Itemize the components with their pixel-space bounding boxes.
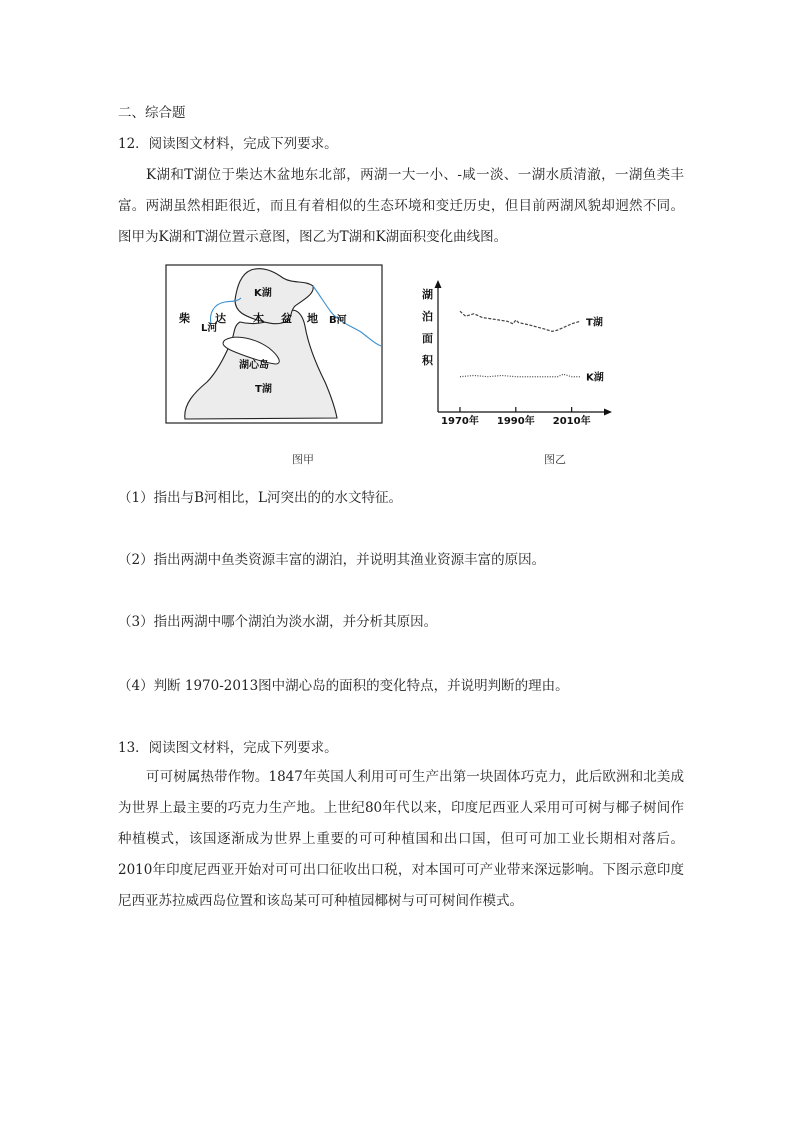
basin-char-5: 地 [307,312,318,325]
series-line-K湖 [460,374,580,377]
t-lake-label: T湖 [255,384,272,395]
x-tick-label: 2010年 [552,416,591,427]
series-label-T湖: T湖 [586,317,603,329]
q12-question-1: （1）指出与B河相比，L河突出的的水文特征。 [118,490,402,506]
b-river-label: B河 [329,315,347,326]
basin-char-4: 盆 [281,312,292,325]
area-line-chart [418,276,614,428]
section-title: 二、综合题 [118,105,186,121]
map-caption: 图甲 [292,453,314,466]
y-label-char-4: 积 [422,354,433,367]
x-axis-arrow [604,409,612,416]
basin-char-1: 柴 [179,312,190,325]
basin-char-2: 达 [215,312,226,325]
x-tick-label: 1990年 [496,416,535,427]
q12-question-4: （4）判断 1970-2013图中湖心岛的面积的变化特点，并说明判断的理由。 [118,678,569,694]
chart-caption: 图乙 [544,453,566,466]
l-river-label: L河 [201,323,218,334]
y-label-char-3: 面 [422,332,433,345]
basin-char-3: 木 [253,312,264,325]
q12-material: K湖和T湖位于柴达木盆地东北部，两湖一大一小、-咸一淡、一湖水质清澈，一湖鱼类丰富。两湖虽然相距很近，而且有着相似的生态环境和变迁历史，但目前两湖风貌却迥然不同。图甲为K湖和T湖位置示意图，图乙为T湖和K湖面积变化曲线图。 [118,167,684,245]
x-tick-label: 1970年 [441,416,479,427]
q12-question-2: （2）指出两湖中鱼类资源丰富的湖泊，并说明其渔业资源丰富的原因。 [118,552,546,568]
y-axis-arrow [435,280,442,288]
q13-material: 可可树属热带作物。1847年英国人利用可可生产出第一块固体巧克力，此后欧洲和北美成为世界上最主要的巧克力生产地。上世纪80年代以来，印度尼西亚人采用可可树与椰子树间作种植模式，该国逐渐成为世界上重要的可可种植国和出口国，但可可加工业长期相对落后。2010年印度尼西亚开始对可可出口征收出口税，对本国可可产业带来深远影响。下图示意印度尼西亚苏拉威西岛位置和该岛某可可种植园椰树与可可树间作模式。 [118,769,684,909]
y-label-char-1: 湖 [422,288,433,301]
q13-intro: 13．阅读图文材料，完成下列要求。 [118,740,338,756]
island-label: 湖心岛 [239,360,269,371]
q12-intro: 12．阅读图文材料，完成下列要求。 [118,136,338,152]
k-lake-label: K湖 [254,288,272,299]
map-figure [165,264,383,424]
series-line-T湖 [460,311,580,331]
q12-question-3: （3）指出两湖中哪个湖泊为淡水湖，并分析其原因。 [118,614,438,630]
series-label-K湖: K湖 [586,372,604,384]
y-label-char-2: 泊 [422,310,433,323]
